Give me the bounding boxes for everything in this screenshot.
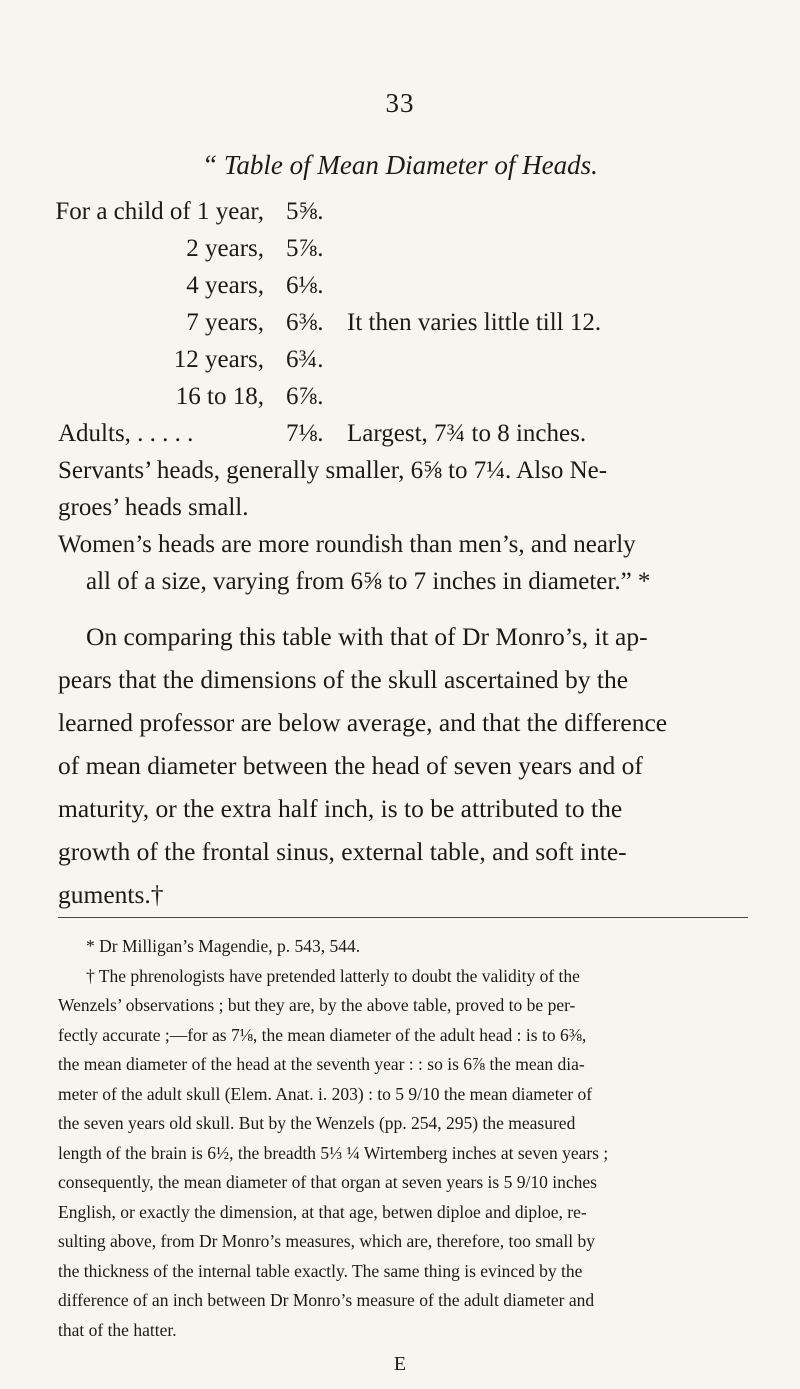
footnote-line: length of the brain is 6½, the breadth 5⅓ ¼ Wirtemberg inches at seven years ;: [58, 1142, 609, 1163]
paragraph-line: growth of the frontal sinus, external table, and soft inte-: [58, 837, 627, 866]
paragraph-line: maturity, or the extra half inch, is to be attributed to the: [58, 794, 623, 823]
footnote-line: sulting above, from Dr Monro’s measures, which are, therefore, too small by: [58, 1231, 596, 1251]
footnote-line: † The phrenologists have pretended latterly to doubt the validity of the: [86, 965, 580, 986]
footnote-rule: [58, 917, 748, 918]
paragraph-line: pears that the dimensions of the skull ascertained by the: [58, 665, 629, 694]
paragraph-line: On comparing this table with that of Dr Monro’s, it ap-: [86, 622, 648, 651]
footnote-line: difference of an inch between Dr Monro’s measure of the adult diameter and: [58, 1290, 595, 1310]
row-label: For a child of 1 year,: [55, 198, 264, 225]
row-value: 6⅞.: [286, 383, 324, 410]
row-label: 16 to 18,: [175, 383, 264, 410]
note-line: Servants’ heads, generally smaller, 6⅝ to 7¼. Also Ne-: [58, 457, 608, 484]
footnote-line: the mean diameter of the head at the seventh year : : so is 6⅞ the mean dia-: [58, 1054, 585, 1074]
footnote-line: the seven years old skull. But by the Wenzels (pp. 254, 295) the measured: [58, 1113, 576, 1133]
row-value: 5⅝.: [286, 198, 324, 225]
row-note: Largest, 7¾ to 8 inches.: [347, 420, 587, 447]
note-line: Women’s heads are more roundish than men’s, and nearly: [58, 531, 636, 558]
footnote-line: * Dr Milligan’s Magendie, p. 543, 544.: [86, 936, 361, 956]
note-line: groes’ heads small.: [58, 494, 249, 521]
paragraph-line: guments.†: [58, 880, 164, 909]
row-value: 6⅛.: [286, 272, 324, 299]
footnote-line: Wenzels’ observations ; but they are, by the above table, proved to be per-: [58, 995, 576, 1015]
footnote-line: meter of the adult skull (Elem. Anat. i. 203) : to 5 9/10 the mean diameter of: [58, 1083, 593, 1104]
row-label: 4 years,: [186, 272, 264, 299]
table-title: “ Table of Mean Diameter of Heads.: [202, 150, 598, 180]
row-label: 2 years,: [186, 235, 264, 262]
page-number: 33: [385, 88, 415, 118]
footnote-line: English, or exactly the dimension, at that age, betwen diploe and diploe, re-: [58, 1201, 587, 1222]
footnote-line: fectly accurate ;—for as 7⅛, the mean diameter of the adult head : is to 6⅜,: [58, 1024, 587, 1045]
paragraph-line: of mean diameter between the head of seven years and of: [58, 751, 643, 780]
footnote-line: consequently, the mean diameter of that organ at seven years is 5 9/10 inches: [58, 1172, 597, 1192]
note-line: all of a size, varying from 6⅝ to 7 inches in diameter.” *: [86, 568, 651, 595]
footnote-line: that of the hatter.: [58, 1319, 177, 1340]
row-label: Adults, . . . . .: [58, 420, 194, 447]
row-value: 6¾.: [286, 346, 324, 373]
row-value: 7⅛.: [286, 420, 324, 447]
footnote-line: the thickness of the internal table exactly. The same thing is evinced by the: [58, 1260, 583, 1281]
row-note: It then varies little till 12.: [347, 309, 602, 336]
row-value: 5⅞.: [286, 235, 324, 262]
row-label: 12 years,: [173, 346, 264, 373]
paragraph-line: learned professor are below average, and that the difference: [58, 708, 668, 737]
row-label: 7 years,: [186, 309, 264, 336]
signature-mark: E: [393, 1353, 407, 1375]
row-value: 6⅜.: [286, 309, 324, 336]
